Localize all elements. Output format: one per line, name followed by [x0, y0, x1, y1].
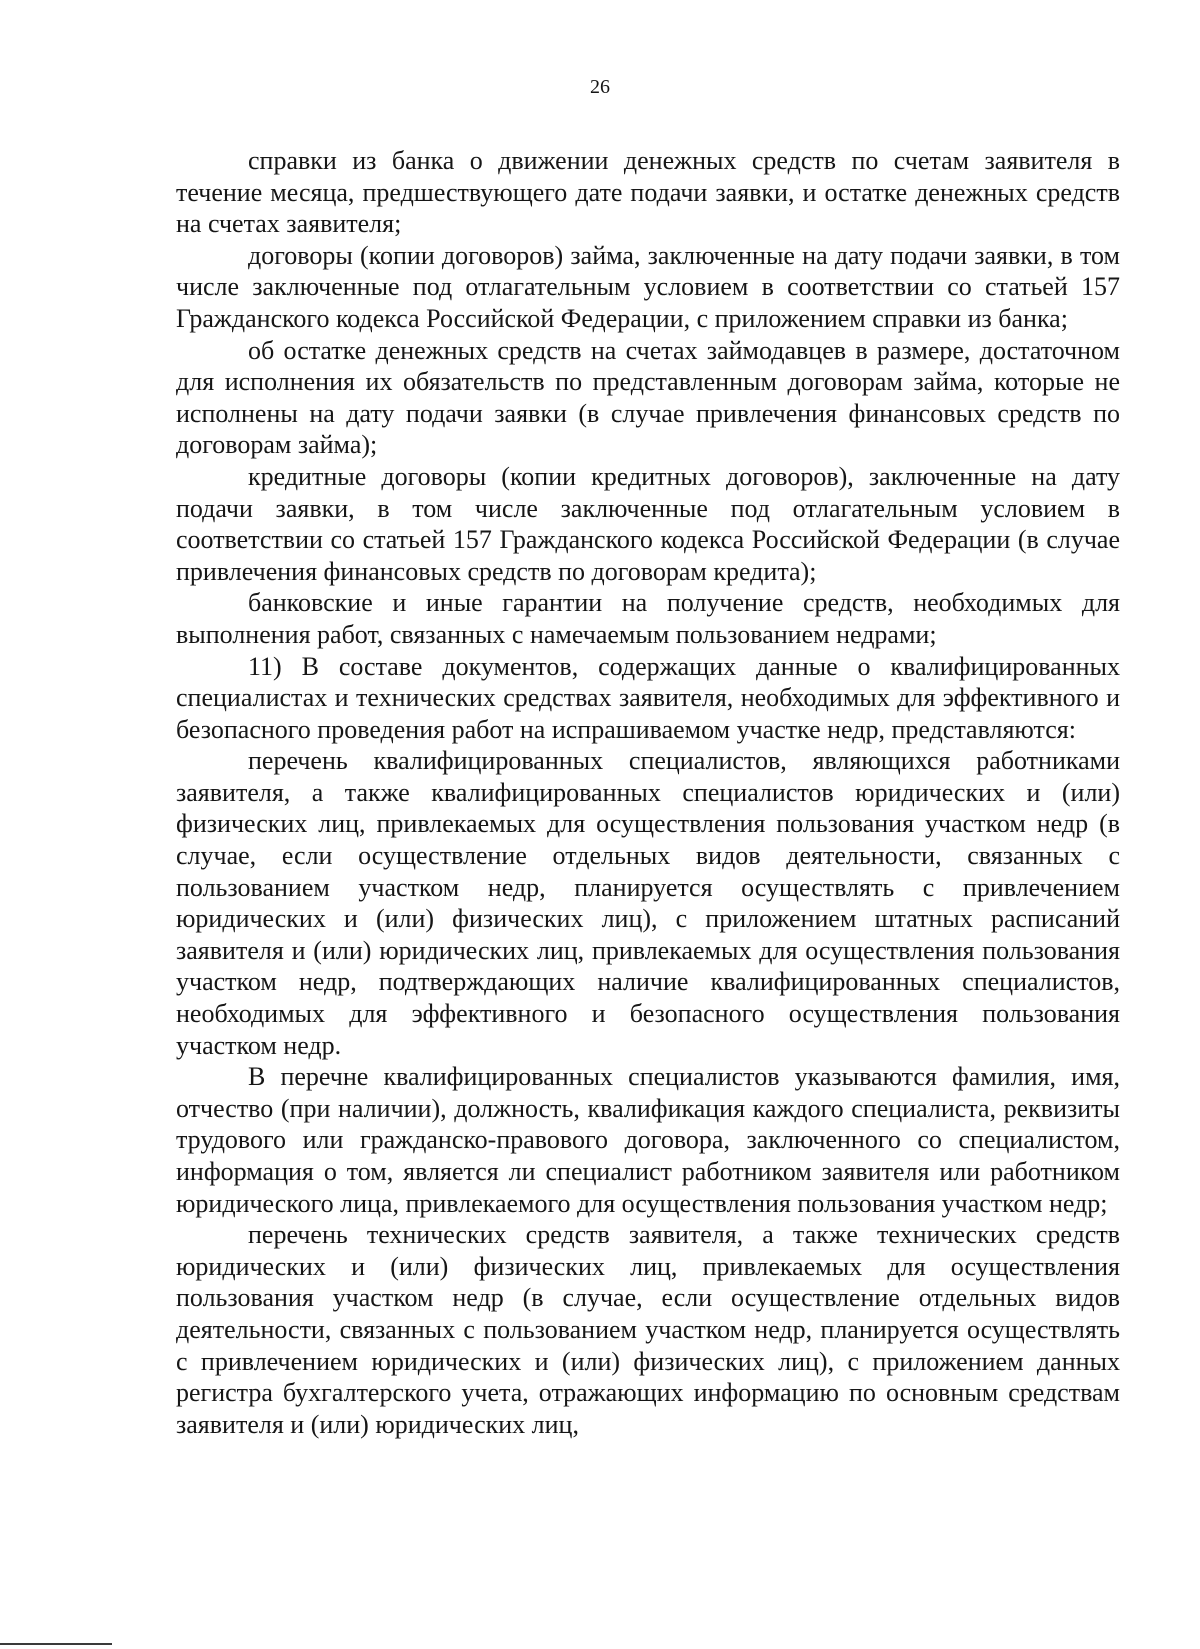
paragraph-specialists-list: перечень квалифицированных специалистов, являющихся работниками заявителя, а также квалифицированных специалистов юридических и (или) физических лиц, привлекаемых для осуществления пользования участком недр (в случае, если осуществление отдельных видов деятельности, связанных с пользованием участком недр, планируется осуществлять с привлечением юридических и (или) физических лиц), с приложением штатных расписаний заявителя и (или) юридических лиц, привлекаемых для осуществления пользования участком недр, подтверждающих наличие квалифицированных специалистов, необходимых для эффективного и безопасного осуществления пользования участком недр.	[176, 746, 1120, 1060]
paragraph-loan-agreements: договоры (копии договоров) займа, заключенные на дату подачи заявки, в том числе заключенные под отлагательным условием в соответствии со статьей 157 Гражданского кодекса Российской Федерации, с приложением справки из банка;	[176, 240, 1120, 333]
page-number: 26	[590, 76, 610, 98]
scan-edge-line	[0, 1643, 112, 1645]
paragraph-bank-guarantees: банковские и иные гарантии на получение средств, необходимых для выполнения работ, связанных с намечаемым пользованием недрами;	[176, 588, 1120, 649]
paragraph-bank-statements: справки из банка о движении денежных средств по счетам заявителя в течение месяца, предшествующего дате подачи заявки, и остатке денежных средств на счетах заявителя;	[176, 146, 1120, 239]
paragraph-specialists-details: В перечне квалифицированных специалистов указываются фамилия, имя, отчество (при наличии), должность, квалификация каждого специалиста, реквизиты трудового или гражданско-правового договора, заключенного со специалистом, информация о том, является ли специалист работником заявителя или работником юридического лица, привлекаемого для осуществления пользования участком недр;	[176, 1062, 1120, 1218]
paragraph-credit-agreements: кредитные договоры (копии кредитных договоров), заключенные на дату подачи заявки, в том числе заключенные под отлагательным условием в соответствии со статьей 157 Гражданского кодекса Российской Федерации (в случае привлечения финансовых средств по договорам кредита);	[176, 461, 1120, 586]
paragraph-technical-means: перечень технических средств заявителя, а также технических средств юридических и (или) физических лиц, привлекаемых для осуществления пользования участком недр (в случае, если осуществление отдельных видов деятельности, связанных с пользованием участком недр, планируется осуществлять с привлечением юридических и (или) физических лиц), с приложением данных регистра бухгалтерского учета, отражающих информацию по основным средствам заявителя и (или) юридических лиц,	[176, 1220, 1120, 1439]
document-body	[176, 145, 1120, 1440]
paragraph-item-11: 11) В составе документов, содержащих данные о квалифицированных специалистах и технических средствах заявителя, необходимых для эффективного и безопасного проведения работ на испрашиваемом участке недр, представляются:	[176, 651, 1120, 744]
paragraph-lender-balances: об остатке денежных средств на счетах займодавцев в размере, достаточном для исполнения их обязательств по представленным договорам займа, которые не исполнены на дату подачи заявки (в случае привлечения финансовых средств по договорам займа);	[176, 335, 1120, 460]
